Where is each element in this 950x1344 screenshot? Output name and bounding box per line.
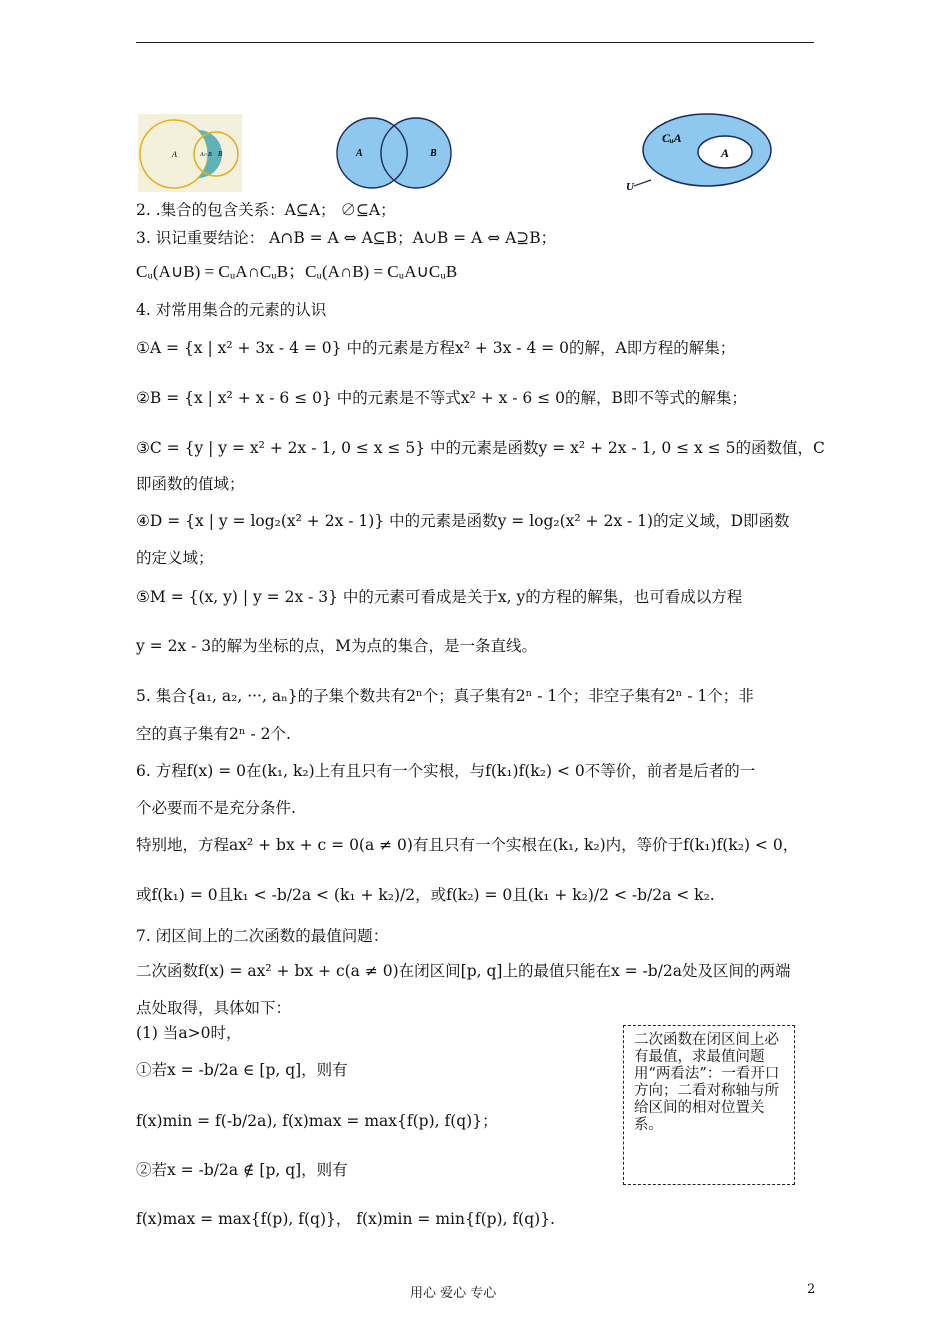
universal-pointer	[634, 180, 651, 186]
page-number: 2	[807, 1282, 816, 1297]
item-4-2: ②B = {x | x² + x - 6 ≤ 0} 中的元素是不等式x² + x - 6 ≤ 0的解，B即不等式的解集；	[136, 389, 747, 407]
item-7-case-1a-result: f(x)min = f(-b/2a), f(x)max = max{f(p), f(q)}；	[136, 1112, 498, 1130]
item-4-3-cont: 即函数的值域；	[136, 475, 245, 493]
item-6: 6. 方程f(x) = 0在(k₁, k₂)上有且只有一个实根，与f(k₁)f(k₂) < 0不等价，前者是后者的一	[136, 762, 756, 780]
item-4-4-cont: 的定义域；	[136, 549, 214, 567]
item-2-inclusion: 2. .集合的包含关系：A⊆A； ∅⊆A；	[136, 201, 396, 219]
item-5: 5. 集合{a₁, a₂, ···, aₙ}的子集个数共有2ⁿ个；真子集有2ⁿ - 1个；非空子集有2ⁿ - 1个；非	[136, 687, 754, 705]
item-6-condition: 或f(k₁) = 0且k₁ < -b/2a < (k₁ + k₂)/2，或f(k₂) = 0且(k₁ + k₂)/2 < -b/2a < k₂.	[136, 886, 715, 904]
item-4-3: ③C = {y | y = x² + 2x - 1, 0 ≤ x ≤ 5} 中的元素是函数y = x² + 2x - 1, 0 ≤ x ≤ 5的函数值，C	[136, 439, 825, 457]
item-7-case-1a: ①若x = -b/2a ∈ [p, q]，则有	[136, 1061, 348, 1079]
fig2-label-b: B	[430, 148, 437, 159]
item-3-conclusions: 3. 识记重要结论： A∩B = A ⇔ A⊆B；A∪B = A ⇔ A⊇B；	[136, 229, 557, 247]
side-note-box: 二次函数在闭区间上必有最值，求最值问题用“两看法”：一看开口方向；二看对称轴与所给区间的相对位置关系。	[623, 1025, 795, 1185]
fig1-label-b: B	[218, 150, 223, 158]
complement-figure	[622, 110, 772, 194]
venn-intersection-figure	[138, 114, 242, 192]
item-5-cont: 空的真子集有2ⁿ - 2个.	[136, 725, 291, 743]
item-6-special: 特别地，方程ax² + bx + c = 0(a ≠ 0)有且只有一个实根在(k₁, k₂)内，等价于f(k₁)f(k₂) < 0，	[136, 836, 799, 854]
item-6-cont: 个必要而不是充分条件.	[136, 799, 296, 817]
item-7-statement: 二次函数f(x) = ax² + bx + c(a ≠ 0)在闭区间[p, q]上的最值只能在x = -b/2a处及区间的两端	[136, 962, 791, 980]
item-7-heading: 7. 闭区间上的二次函数的最值问题：	[136, 927, 389, 945]
fig1-label-a: A	[172, 150, 177, 159]
item-4-1: ①A = {x | x² + 3x - 4 = 0} 中的元素是方程x² + 3x - 4 = 0的解，A即方程的解集；	[136, 339, 736, 357]
item-4-5-cont: y = 2x - 3的解为坐标的点，M为点的集合，是一条直线。	[136, 637, 538, 655]
item-4-5: ⑤M = {(x, y) | y = 2x - 3} 中的元素可看成是关于x, y的方程的解集，也可看成以方程	[136, 588, 743, 606]
item-7-case-1b-result: f(x)max = max{f(p), f(q)}， f(x)min = min{f(p), f(q)}.	[136, 1210, 555, 1228]
fig3-label-a: A	[721, 146, 730, 160]
union-circle-b	[381, 118, 451, 188]
venn-union-figure	[328, 116, 462, 190]
item-4-heading: 4. 对常用集合的元素的认识	[136, 301, 327, 319]
header-rule	[136, 42, 814, 43]
footer-motto: 用心 爱心 专心	[410, 1286, 497, 1301]
item-7-case-1b: ②若x = -b/2a ∉ [p, q]，则有	[136, 1161, 348, 1179]
fig3-label-u: U	[626, 181, 634, 193]
item-4-4: ④D = {x | y = log₂(x² + 2x - 1)} 中的元素是函数y = log₂(x² + 2x - 1)的定义域，D即函数	[136, 512, 790, 530]
fig3-label-complement: CᵤA	[662, 131, 682, 145]
item-7-statement-cont: 点处取得，具体如下：	[136, 999, 292, 1017]
item-3-de-morgan: Cᵤ(A∪B) = CᵤA∩CᵤB；Cᵤ(A∩B) = CᵤA∪CᵤB	[136, 262, 458, 281]
item-7-case-1: (1) 当a>0时，	[136, 1024, 242, 1042]
fig1-label-intersection: A∩B	[200, 152, 212, 158]
fig2-label-a: A	[356, 148, 363, 159]
